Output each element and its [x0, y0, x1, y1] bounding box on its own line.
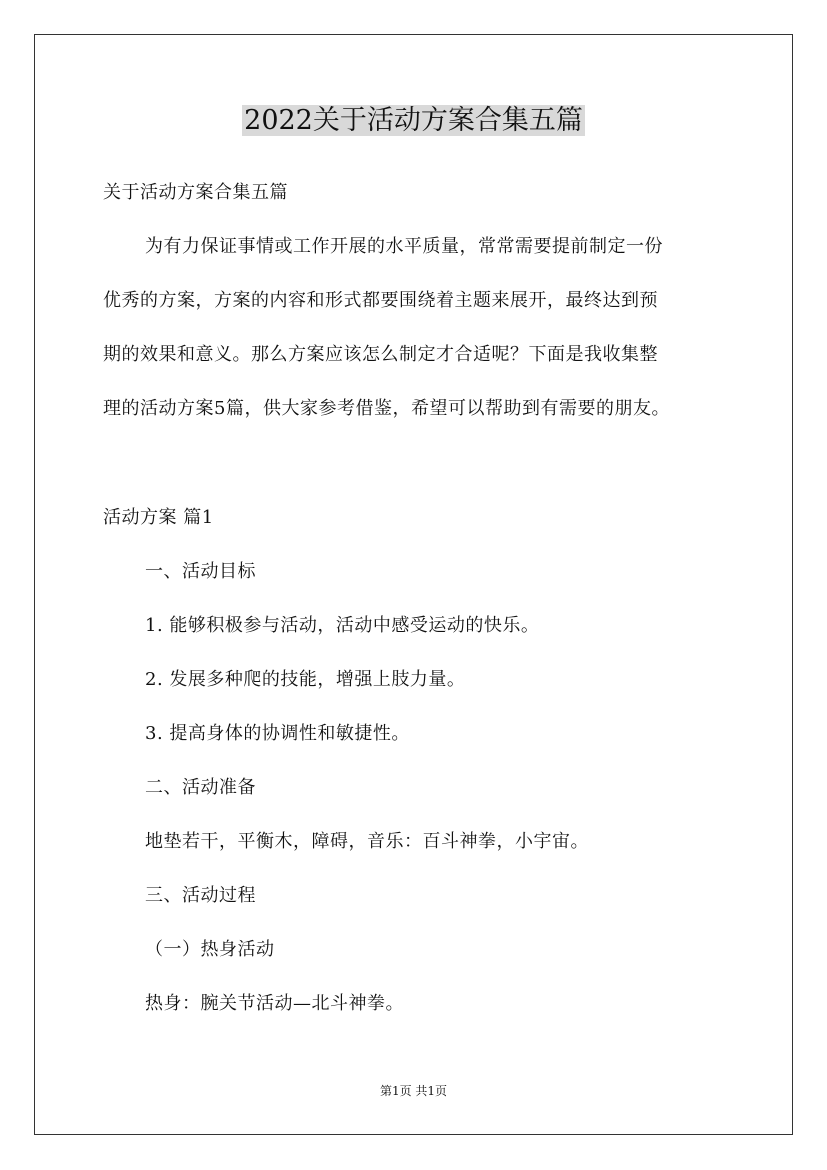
process-heading: 三、活动过程 — [145, 885, 256, 906]
intro-paragraph-line: 理的活动方案5篇，供大家参考借鉴，希望可以帮助到有需要的朋友。 — [103, 398, 670, 419]
warmup-heading: （一）热身活动 — [145, 939, 275, 960]
prep-text: 地垫若干，平衡木，障碍，音乐：百斗神拳，小宇宙。 — [145, 831, 589, 852]
intro-paragraph-line: 期的效果和意义。那么方案应该怎么制定才合适呢？下面是我收集整 — [103, 344, 658, 365]
document-subtitle: 关于活动方案合集五篇 — [103, 182, 288, 203]
goal-item: 1. 能够积极参与活动，活动中感受运动的快乐。 — [145, 615, 540, 636]
goals-heading: 一、活动目标 — [145, 561, 256, 582]
goal-item: 3. 提高身体的协调性和敏捷性。 — [145, 723, 410, 744]
section-heading: 活动方案 篇1 — [103, 507, 214, 528]
warmup-text: 热身：腕关节活动—北斗神拳。 — [145, 993, 404, 1014]
goal-item: 2. 发展多种爬的技能，增强上肢力量。 — [145, 669, 466, 690]
document-title — [0, 101, 827, 141]
prep-heading: 二、活动准备 — [145, 777, 256, 798]
document-title-text: 2022关于活动方案合集五篇 — [244, 105, 583, 136]
intro-paragraph-line: 为有力保证事情或工作开展的水平质量，常常需要提前制定一份 — [145, 236, 663, 257]
page-number-footer: 第1页 共1页 — [379, 1084, 448, 1098]
intro-paragraph-line: 优秀的方案，方案的内容和形式都要围绕着主题来展开，最终达到预 — [103, 290, 658, 311]
